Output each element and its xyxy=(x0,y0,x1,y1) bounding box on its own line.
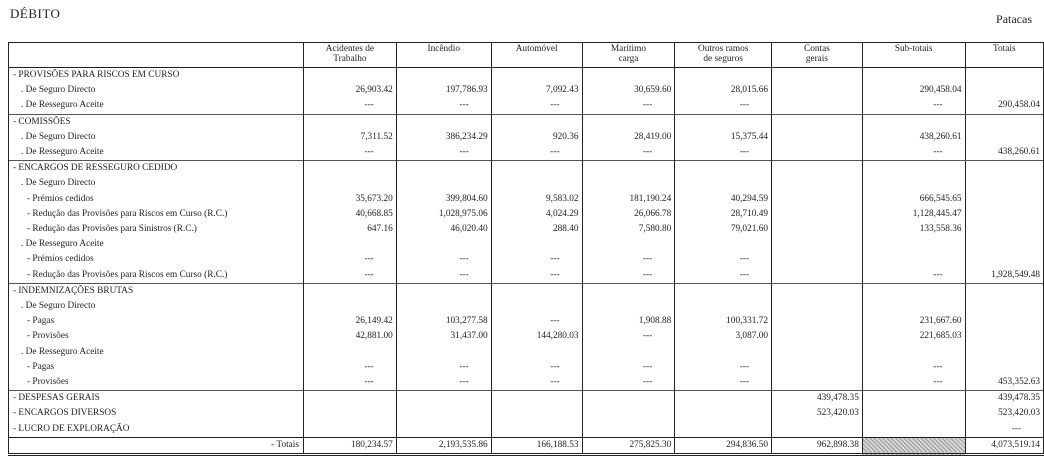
debit-ledger-table xyxy=(8,42,1044,456)
value-cell: 100,331.72 xyxy=(675,314,772,329)
ledger-row xyxy=(9,114,1044,130)
row-label: . De Resseguro Aceite xyxy=(9,345,304,360)
value-cell xyxy=(304,406,397,421)
value-cell: 197,786.93 xyxy=(396,83,491,98)
value-cell xyxy=(396,237,491,252)
value-cell: 453,352.63 xyxy=(965,375,1043,391)
value-cell: --- xyxy=(862,145,965,161)
value-cell xyxy=(582,391,675,407)
value-cell xyxy=(772,207,863,222)
value-cell: --- xyxy=(304,360,397,375)
value-cell: --- xyxy=(675,360,772,375)
row-label: - INDEMNIZAÇÕES BRUTAS xyxy=(9,283,304,299)
value-cell: 439,478.35 xyxy=(772,391,863,407)
row-label: - Provisões xyxy=(9,329,304,344)
ledger-row xyxy=(9,360,1044,375)
value-cell: --- xyxy=(304,375,397,391)
value-cell: --- xyxy=(396,360,491,375)
ledger-row xyxy=(9,299,1044,314)
value-cell xyxy=(772,329,863,344)
value-cell: --- xyxy=(396,98,491,114)
value-cell: 31,437.00 xyxy=(396,329,491,344)
value-cell: 7,311.52 xyxy=(304,130,397,145)
ledger-body xyxy=(9,68,1044,438)
ledger-row xyxy=(9,130,1044,145)
value-cell: --- xyxy=(491,252,582,267)
value-cell xyxy=(862,283,965,299)
ledger-row xyxy=(9,406,1044,421)
row-label: - Prémios cedidos xyxy=(9,252,304,267)
value-cell xyxy=(491,406,582,421)
column-header-row xyxy=(9,43,1044,68)
value-cell: 15,375.44 xyxy=(675,130,772,145)
ledger-row xyxy=(9,314,1044,329)
value-cell xyxy=(304,345,397,360)
ledger-row xyxy=(9,345,1044,360)
value-cell xyxy=(675,237,772,252)
value-cell: 28,419.00 xyxy=(582,130,675,145)
value-cell xyxy=(965,161,1043,177)
value-cell xyxy=(772,222,863,237)
value-cell: 30,659.60 xyxy=(582,83,675,98)
value-cell xyxy=(582,176,675,191)
ledger-row xyxy=(9,375,1044,391)
value-cell xyxy=(862,391,965,407)
value-cell xyxy=(772,375,863,391)
value-cell: 79,021.60 xyxy=(675,222,772,237)
value-cell xyxy=(396,68,491,84)
value-cell xyxy=(772,161,863,177)
value-cell: 1,028,975.06 xyxy=(396,207,491,222)
value-cell xyxy=(396,283,491,299)
value-cell xyxy=(491,68,582,84)
value-cell xyxy=(582,114,675,130)
value-cell xyxy=(965,345,1043,360)
value-cell: --- xyxy=(582,268,675,284)
row-label: . De Resseguro Aceite xyxy=(9,98,304,114)
value-cell: --- xyxy=(675,268,772,284)
value-cell: 9,583.02 xyxy=(491,192,582,207)
value-cell xyxy=(772,314,863,329)
value-cell: 40,294.59 xyxy=(675,192,772,207)
value-cell xyxy=(772,252,863,267)
value-cell xyxy=(965,283,1043,299)
value-cell xyxy=(396,176,491,191)
value-cell: 290,458.04 xyxy=(862,83,965,98)
row-label: - Pagas xyxy=(9,314,304,329)
ledger-row xyxy=(9,268,1044,284)
value-cell xyxy=(491,114,582,130)
row-label: - COMISSÕES xyxy=(9,114,304,130)
value-cell: 647.16 xyxy=(304,222,397,237)
value-cell xyxy=(304,283,397,299)
row-label: - LUCRO DE EXPLORAÇÃO xyxy=(9,422,304,438)
value-cell xyxy=(675,345,772,360)
value-cell: 28,710.49 xyxy=(675,207,772,222)
total-cell: 275,825.30 xyxy=(582,437,675,454)
value-cell xyxy=(772,283,863,299)
col-header-maritimo-carga: Marítimo carga xyxy=(582,43,675,68)
value-cell: --- xyxy=(304,98,397,114)
value-cell: 144,280.03 xyxy=(491,329,582,344)
value-cell xyxy=(965,222,1043,237)
total-cell: 2,193,535.86 xyxy=(396,437,491,454)
ledger-row xyxy=(9,68,1044,84)
value-cell: 46,020.40 xyxy=(396,222,491,237)
row-label: - Pagas xyxy=(9,360,304,375)
value-cell: --- xyxy=(862,268,965,284)
ledger-row xyxy=(9,329,1044,344)
col-header-totais: Totais xyxy=(965,43,1043,68)
total-cell: 294,836.50 xyxy=(675,437,772,454)
value-cell xyxy=(862,299,965,314)
row-label: - ENCARGOS DIVERSOS xyxy=(9,406,304,421)
value-cell: --- xyxy=(582,360,675,375)
value-cell xyxy=(491,422,582,438)
value-cell xyxy=(772,98,863,114)
value-cell xyxy=(491,161,582,177)
value-cell xyxy=(582,345,675,360)
value-cell: 28,015.66 xyxy=(675,83,772,98)
value-cell xyxy=(582,406,675,421)
col-header-sub-totais: Sub-totais xyxy=(862,43,965,68)
value-cell: 399,804.60 xyxy=(396,192,491,207)
value-cell: --- xyxy=(491,98,582,114)
currency-label: Patacas xyxy=(996,12,1032,26)
value-cell xyxy=(772,68,863,84)
ledger-row xyxy=(9,391,1044,407)
value-cell xyxy=(304,176,397,191)
value-cell xyxy=(772,360,863,375)
totals-label: - Totais xyxy=(9,437,304,454)
value-cell xyxy=(396,406,491,421)
value-cell: 133,558.36 xyxy=(862,222,965,237)
value-cell: 438,260.61 xyxy=(862,130,965,145)
value-cell xyxy=(772,130,863,145)
value-cell xyxy=(965,329,1043,344)
value-cell xyxy=(396,161,491,177)
value-cell xyxy=(304,161,397,177)
row-label: - Provisões xyxy=(9,375,304,391)
value-cell xyxy=(772,176,863,191)
col-header-automovel: Automóvel xyxy=(491,43,582,68)
value-cell: --- xyxy=(582,145,675,161)
value-cell: 666,545.65 xyxy=(862,192,965,207)
ledger-row xyxy=(9,222,1044,237)
value-cell xyxy=(491,283,582,299)
value-cell: 103,277.58 xyxy=(396,314,491,329)
value-cell xyxy=(965,192,1043,207)
ledger-row xyxy=(9,192,1044,207)
value-cell xyxy=(304,114,397,130)
value-cell: 439,478.35 xyxy=(965,391,1043,407)
value-cell xyxy=(396,299,491,314)
value-cell xyxy=(491,237,582,252)
value-cell xyxy=(772,237,863,252)
total-cell: 166,188.53 xyxy=(491,437,582,454)
value-cell: 181,190.24 xyxy=(582,192,675,207)
value-cell: 1,928,549.48 xyxy=(965,268,1043,284)
value-cell xyxy=(396,345,491,360)
ledger-row xyxy=(9,161,1044,177)
value-cell xyxy=(862,161,965,177)
ledger-row xyxy=(9,98,1044,114)
value-cell xyxy=(772,192,863,207)
value-cell xyxy=(675,406,772,421)
value-cell: --- xyxy=(396,145,491,161)
hatched-cell xyxy=(862,437,965,454)
col-header-acidentes-trabalho: Acidentes de Trabalho xyxy=(304,43,397,68)
ledger-row xyxy=(9,283,1044,299)
value-cell xyxy=(772,145,863,161)
value-cell: --- xyxy=(491,145,582,161)
value-cell xyxy=(965,207,1043,222)
value-cell: --- xyxy=(304,145,397,161)
value-cell: --- xyxy=(582,375,675,391)
value-cell: 40,668.85 xyxy=(304,207,397,222)
value-cell: --- xyxy=(862,375,965,391)
value-cell xyxy=(965,114,1043,130)
value-cell: 26,903.42 xyxy=(304,83,397,98)
value-cell xyxy=(965,83,1043,98)
value-cell xyxy=(675,391,772,407)
value-cell xyxy=(965,130,1043,145)
ledger-row xyxy=(9,176,1044,191)
value-cell xyxy=(862,114,965,130)
value-cell: 42,881.00 xyxy=(304,329,397,344)
ledger-row xyxy=(9,207,1044,222)
value-cell: 1,128,445.47 xyxy=(862,207,965,222)
value-cell: --- xyxy=(862,360,965,375)
value-cell: 221,685.03 xyxy=(862,329,965,344)
value-cell: 4,024.29 xyxy=(491,207,582,222)
value-cell xyxy=(582,422,675,438)
value-cell: --- xyxy=(582,329,675,344)
row-label: - ENCARGOS DE RESSEGURO CEDIDO xyxy=(9,161,304,177)
value-cell: 523,420.03 xyxy=(965,406,1043,421)
value-cell xyxy=(772,422,863,438)
value-cell: --- xyxy=(675,252,772,267)
value-cell xyxy=(862,237,965,252)
value-cell xyxy=(491,299,582,314)
value-cell xyxy=(675,68,772,84)
total-cell: 962,898.38 xyxy=(772,437,863,454)
value-cell: --- xyxy=(491,268,582,284)
value-cell xyxy=(862,176,965,191)
row-label: . De Seguro Directo xyxy=(9,83,304,98)
value-cell: 290,458.04 xyxy=(965,98,1043,114)
value-cell xyxy=(862,68,965,84)
value-cell xyxy=(582,283,675,299)
value-cell xyxy=(304,422,397,438)
col-header-contas-gerais: Contas gerais xyxy=(772,43,863,68)
value-cell xyxy=(675,176,772,191)
ledger-row xyxy=(9,252,1044,267)
row-label: - Prémios cedidos xyxy=(9,192,304,207)
grand-total-cell: 4,073,519.14 xyxy=(965,437,1043,454)
value-cell: 231,667.60 xyxy=(862,314,965,329)
value-cell: 1,908.88 xyxy=(582,314,675,329)
value-cell xyxy=(965,360,1043,375)
value-cell xyxy=(675,299,772,314)
value-cell xyxy=(304,237,397,252)
value-cell xyxy=(675,422,772,438)
value-cell xyxy=(772,345,863,360)
value-cell: --- xyxy=(396,375,491,391)
value-cell: 523,420.03 xyxy=(772,406,863,421)
value-cell xyxy=(965,314,1043,329)
value-cell: --- xyxy=(491,360,582,375)
value-cell: --- xyxy=(582,252,675,267)
row-label: - Redução das Provisões para Riscos em Curso (R.C.) xyxy=(9,268,304,284)
value-cell: --- xyxy=(491,314,582,329)
value-cell xyxy=(965,237,1043,252)
value-cell xyxy=(304,299,397,314)
value-cell xyxy=(965,299,1043,314)
totals-row xyxy=(9,437,1044,454)
value-cell xyxy=(862,345,965,360)
value-cell: 3,087.00 xyxy=(675,329,772,344)
value-cell xyxy=(675,114,772,130)
value-cell xyxy=(396,422,491,438)
col-header-incendio: Incêndio xyxy=(396,43,491,68)
value-cell xyxy=(304,68,397,84)
row-label: - Redução das Provisões para Sinistros (R.C.) xyxy=(9,222,304,237)
value-cell: --- xyxy=(675,145,772,161)
value-cell: --- xyxy=(396,252,491,267)
value-cell xyxy=(582,237,675,252)
value-cell: 35,673.20 xyxy=(304,192,397,207)
value-cell: 288.40 xyxy=(491,222,582,237)
row-label: - DESPESAS GERAIS xyxy=(9,391,304,407)
value-cell: 438,260.61 xyxy=(965,145,1043,161)
row-label: . De Resseguro Aceite xyxy=(9,145,304,161)
value-cell xyxy=(772,83,863,98)
value-cell: --- xyxy=(965,422,1043,438)
value-cell xyxy=(582,299,675,314)
value-cell xyxy=(965,176,1043,191)
col-header-outros-ramos: Outros ramos de seguros xyxy=(675,43,772,68)
value-cell xyxy=(396,391,491,407)
value-cell xyxy=(965,252,1043,267)
row-label: . De Seguro Directo xyxy=(9,176,304,191)
col-header-description xyxy=(9,43,304,68)
value-cell: --- xyxy=(491,375,582,391)
value-cell: 26,149.42 xyxy=(304,314,397,329)
value-cell xyxy=(675,161,772,177)
row-label: . De Resseguro Aceite xyxy=(9,237,304,252)
ledger-row xyxy=(9,422,1044,438)
value-cell xyxy=(772,268,863,284)
value-cell xyxy=(582,161,675,177)
ledger-row xyxy=(9,83,1044,98)
value-cell xyxy=(491,176,582,191)
row-label: - Redução das Provisões para Riscos em Curso (R.C.) xyxy=(9,207,304,222)
value-cell xyxy=(772,299,863,314)
value-cell xyxy=(582,68,675,84)
value-cell xyxy=(304,391,397,407)
value-cell: --- xyxy=(304,252,397,267)
value-cell xyxy=(396,114,491,130)
value-cell: 386,234.29 xyxy=(396,130,491,145)
row-label: . De Seguro Directo xyxy=(9,130,304,145)
value-cell: 7,580.80 xyxy=(582,222,675,237)
value-cell xyxy=(862,252,965,267)
value-cell: --- xyxy=(675,98,772,114)
value-cell xyxy=(772,114,863,130)
row-label: - PROVISÕES PARA RISCOS EM CURSO xyxy=(9,68,304,84)
value-cell xyxy=(491,391,582,407)
total-cell: 180,234.57 xyxy=(304,437,397,454)
ledger-row xyxy=(9,145,1044,161)
row-label: . De Seguro Directo xyxy=(9,299,304,314)
value-cell: --- xyxy=(862,98,965,114)
value-cell xyxy=(675,283,772,299)
ledger-row xyxy=(9,237,1044,252)
value-cell: --- xyxy=(304,268,397,284)
value-cell xyxy=(491,345,582,360)
value-cell: --- xyxy=(582,98,675,114)
value-cell xyxy=(862,406,965,421)
value-cell: 7,092.43 xyxy=(491,83,582,98)
value-cell: --- xyxy=(396,268,491,284)
value-cell: 26,066.78 xyxy=(582,207,675,222)
value-cell: --- xyxy=(675,375,772,391)
value-cell xyxy=(965,68,1043,84)
page-title: DÉBITO xyxy=(10,6,61,21)
value-cell: 920.36 xyxy=(491,130,582,145)
value-cell xyxy=(862,422,965,438)
